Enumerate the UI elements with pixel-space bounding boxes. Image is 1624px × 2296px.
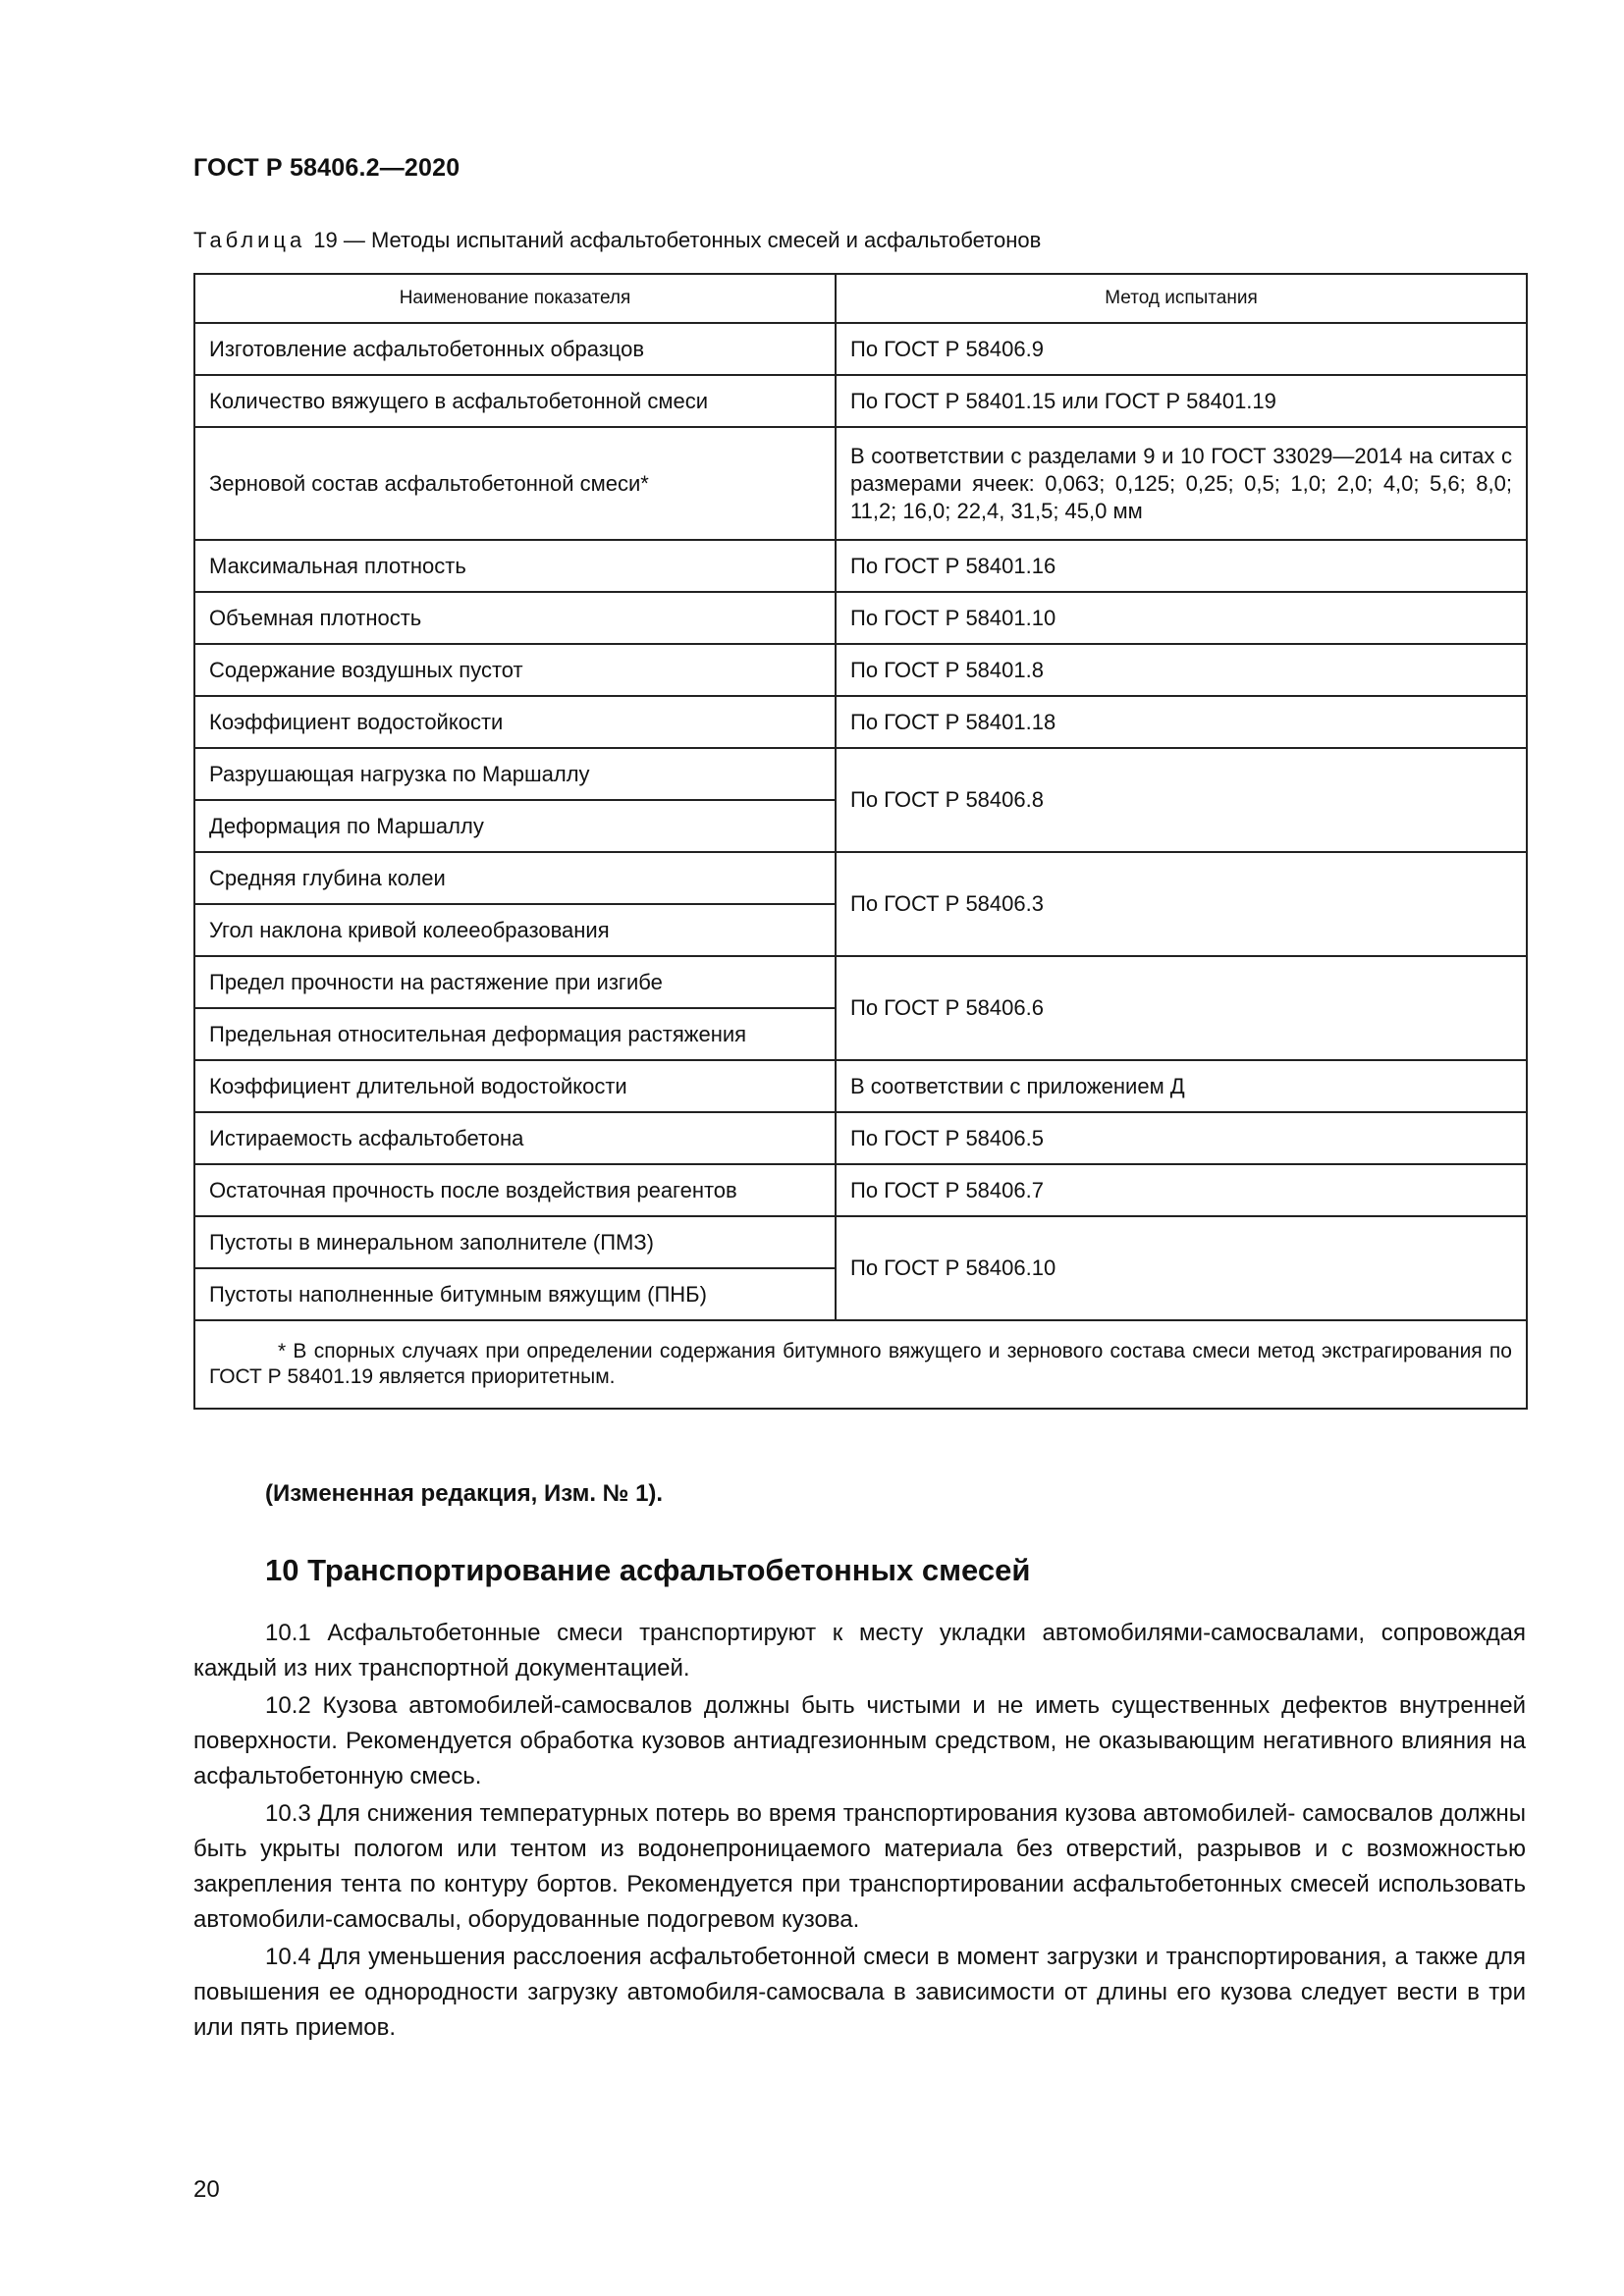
table-row [194, 1216, 1527, 1268]
table-row [194, 323, 1527, 375]
table-row [194, 1164, 1527, 1216]
method-cell: По ГОСТ Р 58401.10 [836, 592, 1527, 644]
table-caption-label: Таблица [193, 228, 306, 252]
method-cell: По ГОСТ Р 58406.9 [836, 323, 1527, 375]
indicator-cell: Предел прочности на растяжение при изгибе [194, 956, 836, 1008]
method-cell: По ГОСТ Р 58401.15 или ГОСТ Р 58401.19 [836, 375, 1527, 427]
table-row [194, 748, 1527, 800]
indicator-cell: Объемная плотность [194, 592, 836, 644]
method-cell: По ГОСТ Р 58406.8 [836, 748, 1527, 852]
table-row [194, 540, 1527, 592]
table-row [194, 375, 1527, 427]
table-header-row [194, 274, 1527, 323]
amendment-note: (Измененная редакция, Изм. № 1). [265, 1480, 664, 1507]
indicator-cell: Изготовление асфальтобетонных образцов [194, 323, 836, 375]
indicator-cell: Коэффициент водостойкости [194, 696, 836, 748]
method-cell: По ГОСТ Р 58406.6 [836, 956, 1527, 1060]
test-methods-table [193, 273, 1528, 1410]
method-cell: В соответствии с разделами 9 и 10 ГОСТ 33029—2014 на ситах с размерами ячеек: 0,063; 0,125; 0,25; 0,5; 1,0; 2,0; 4,0; 5,6; 8,0; 11,2; 16,0; 22,4, 31,5; 45,0 мм [836, 427, 1527, 540]
document-header: ГОСТ Р 58406.2—2020 [193, 154, 460, 182]
table-row [194, 1060, 1527, 1112]
column-header-method: Метод испытания [836, 274, 1527, 323]
page-number: 20 [193, 2176, 220, 2203]
indicator-cell: Пустоты в минеральном заполнителе (ПМЗ) [194, 1216, 836, 1268]
table-row [194, 696, 1527, 748]
method-cell: По ГОСТ Р 58406.3 [836, 852, 1527, 956]
indicator-cell: Остаточная прочность после воздействия реагентов [194, 1164, 836, 1216]
paragraph: 10.4 Для уменьшения расслоения асфальтобетонной смеси в момент загрузки и транспортирования, а также для повышения ее однородности загрузку автомобиля-самосвала в зависимости от длины его кузова следует вести в три или пять приемов. [193, 1944, 1526, 2041]
indicator-cell: Средняя глубина колеи [194, 852, 836, 904]
paragraph: 10.2 Кузова автомобилей-самосвалов должны быть чистыми и не иметь существенных дефектов внутренней поверхности. Рекомендуется обработка кузовов антиадгезионным средством, не оказывающим негативного влияния на асфальтобетонную смесь. [193, 1692, 1526, 1789]
method-cell: По ГОСТ Р 58406.5 [836, 1112, 1527, 1164]
indicator-cell: Разрушающая нагрузка по Маршаллу [194, 748, 836, 800]
table-footnote-text: * В спорных случаях при определении содержания битумного вяжущего и зернового состава смеси метод экстрагирования по ГОСТ Р 58401.19 является приоритетным. [209, 1340, 1512, 1388]
section-body [193, 1616, 1526, 2048]
table-row [194, 956, 1527, 1008]
indicator-cell: Угол наклона кривой колееобразования [194, 904, 836, 956]
indicator-cell: Зерновой состав асфальтобетонной смеси* [194, 427, 836, 540]
table-row [194, 592, 1527, 644]
table-footnote [194, 1320, 1527, 1409]
table-row [194, 644, 1527, 696]
table-row [194, 852, 1527, 904]
method-cell: В соответствии с приложением Д [836, 1060, 1527, 1112]
section-title: 10 Транспортирование асфальтобетонных смесей [265, 1553, 1031, 1587]
table-row [194, 1112, 1527, 1164]
column-header-indicator: Наименование показателя [194, 274, 836, 323]
indicator-cell: Максимальная плотность [194, 540, 836, 592]
indicator-cell: Содержание воздушных пустот [194, 644, 836, 696]
indicator-cell: Предельная относительная деформация растяжения [194, 1008, 836, 1060]
method-cell: По ГОСТ Р 58401.8 [836, 644, 1527, 696]
table-row [194, 427, 1527, 540]
indicator-cell: Пустоты наполненные битумным вяжущим (ПНБ) [194, 1268, 836, 1320]
method-cell: По ГОСТ Р 58401.18 [836, 696, 1527, 748]
paragraph: 10.3 Для снижения температурных потерь во время транспортирования кузова автомобилей- самосвалов должны быть укрыты пологом или тентом из водонепроницаемого материала без отверстий, разрывов и с возможностью закрепления тента по контуру бортов. Рекомендуется при транспортировании асфальтобетонных смесей использовать автомобили-самосвалы, оборудованные подогревом кузова. [193, 1800, 1526, 1933]
method-cell: По ГОСТ Р 58406.7 [836, 1164, 1527, 1216]
table-caption [193, 228, 1041, 253]
indicator-cell: Количество вяжущего в асфальтобетонной смеси [194, 375, 836, 427]
footnote-row [194, 1320, 1527, 1409]
table-caption-text: 19 — Методы испытаний асфальтобетонных смесей и асфальтобетонов [313, 228, 1042, 252]
indicator-cell: Истираемость асфальтобетона [194, 1112, 836, 1164]
method-cell: По ГОСТ Р 58401.16 [836, 540, 1527, 592]
paragraph: 10.1 Асфальтобетонные смеси транспортируют к месту укладки автомобилями-самосвалами, сопровождая каждый из них транспортной документацией. [193, 1620, 1526, 1682]
indicator-cell: Деформация по Маршаллу [194, 800, 836, 852]
indicator-cell: Коэффициент длительной водостойкости [194, 1060, 836, 1112]
method-cell: По ГОСТ Р 58406.10 [836, 1216, 1527, 1320]
